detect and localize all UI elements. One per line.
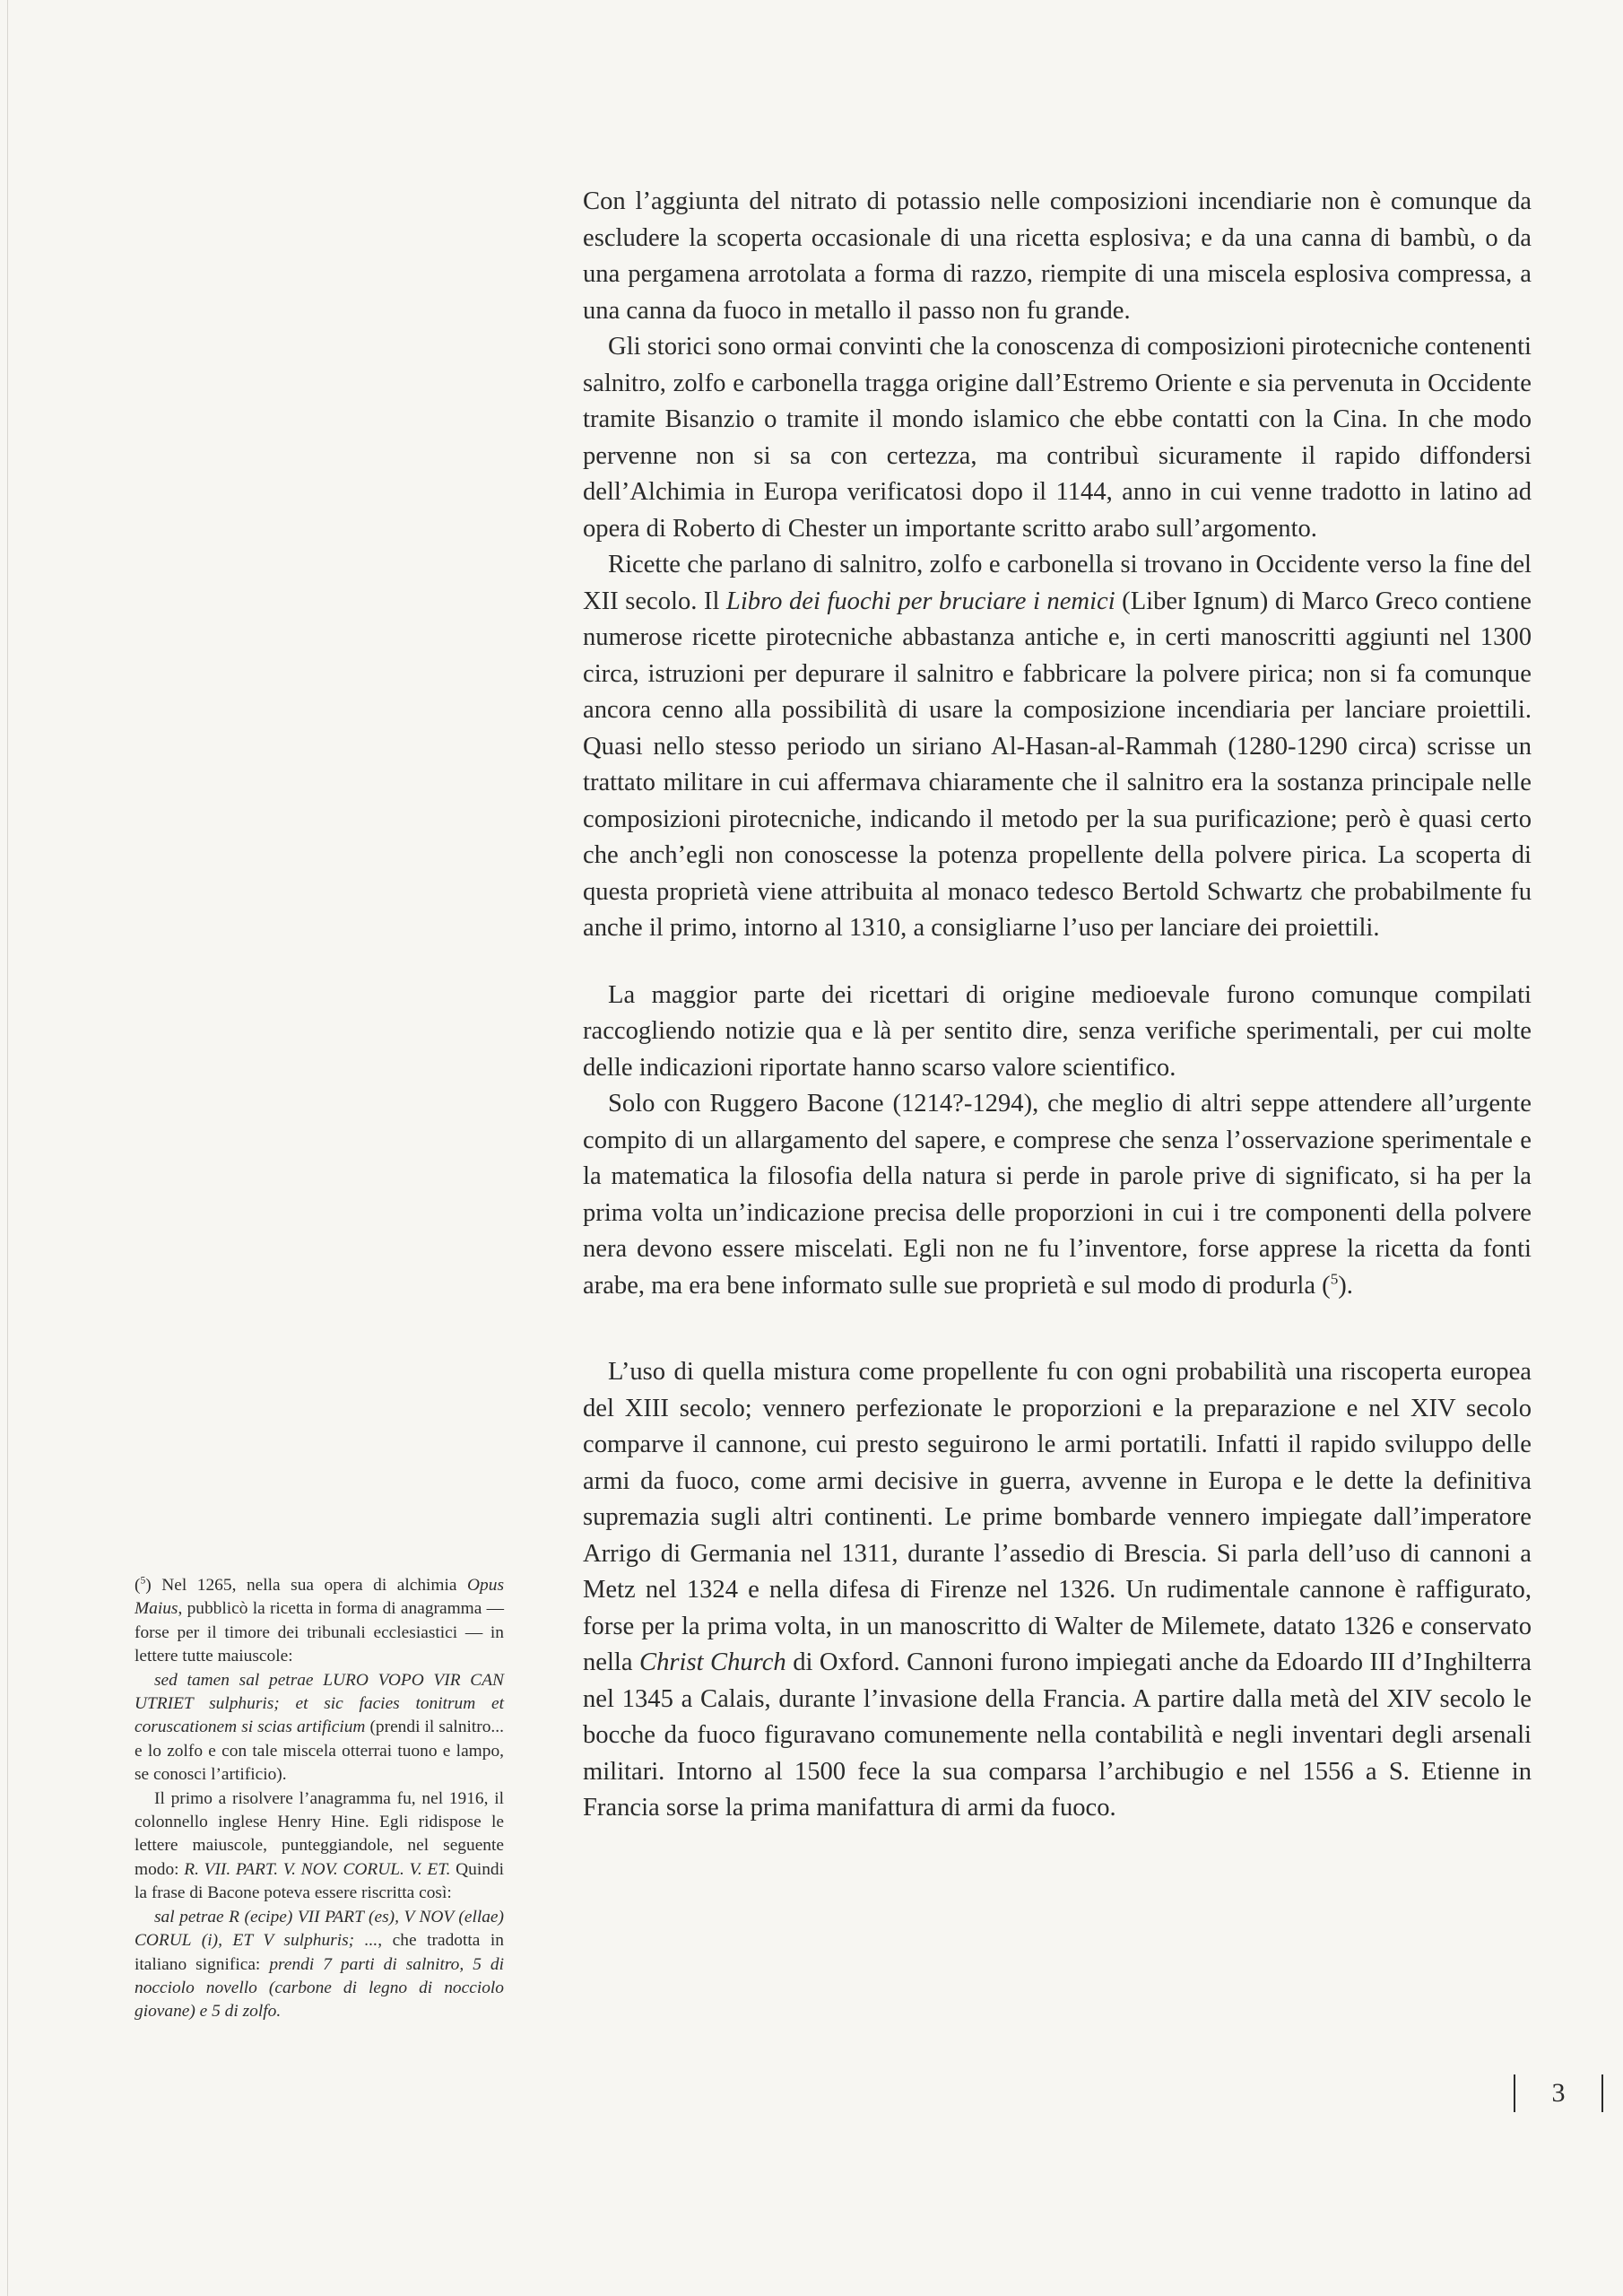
page-number-block [1514, 2072, 1603, 2115]
paragraph-4: La maggior parte dei ricettari di origine medioevale furono comunque compilati raccogliendo notizie qua e là per sentito dire, senza verifiche sperimentali, per cui molte delle indicazioni riportate hanno scarso valore scientifico. [583, 980, 1532, 1082]
paragraph-2: Gli storici sono ormai convinti che la conoscenza di composizioni pirotecniche contenenti salnitro, zolfo e carbonella tragga origine dall’Estremo Oriente e sia pervenuta in Occidente tramite Bisanzio o tramite il mondo islamico che ebbe contatti con la Cina. In che modo pervenne non si sa con certezza, ma contribuì sicuramente il rapido diffondersi dell’Alchimia in Europa verificatosi dopo il 1144, anno in cui venne tradotto in latino ad opera di Roberto di Chester un importante scritto arabo sull’argomento. [583, 333, 1532, 543]
page-edge-line [7, 0, 8, 2296]
footnote-text-hine: Il primo a risolvere l’anagramma fu, nel 1916, il colonnello inglese Henry Hine. Egli ridispose le lettere maiuscole, punteggiandole, nel seguente modo: [135, 1788, 504, 1879]
footnote-paren-open: ( [135, 1576, 141, 1595]
italian-translation: prendi 7 parti di salnitro, 5 di nocciolo novello (carbone di legno di nocciolo giovane) e 5 di zolfo. [135, 1954, 504, 2022]
latin-anagram: sed tamen sal petrae LURO VOPO VIR CAN UTRIET sulphuris; et sic facies tonitrum et coruscationem si scias artificium [135, 1670, 504, 1737]
paragraph-6-text-b: di Oxford. Cannoni furono impiegati anche da Edoardo III d’Inghilterra nel 1345 a Calais, durante l’invasione della Francia. A partire dalla metà del XIV secolo le bocche da fuoco figuravano comunemente nella contabilità e negli inventari degli arsenali militari. Intorno al 1500 fece la sua comparsa l’archibugio e nel 1556 a S. Etienne in Francia sorse la prima manifattura di armi da fuoco. [583, 1648, 1532, 1822]
footnote-block [135, 1574, 504, 2024]
footnote-text-c: Quindi la frase di Bacone poteva essere riscritta così: [135, 1859, 504, 1903]
paragraph-5-text: Solo con Ruggero Bacone (1214?-1294), che meglio di altri seppe attendere all’urgente compito di un allargamento del sapere, e comprese che senza l’osservazione sperimentale e la matematica la filosofia della natura si perde in parole prive di significato, si ha per la prima volta un’indicazione precisa delle proporzioni in cui i tre componenti della polvere nera devono essere miscelati. Egli non ne fu l’inventore, forse apprese la ricetta da fonti arabe, ma era bene informato sulle sue proprietà e sul modo di produrla ( [583, 1090, 1532, 1300]
book-title-libro-dei-fuochi: Libro dei fuochi per bruciare i nemici [725, 587, 1115, 615]
footnote-paragraph-4 [135, 1906, 504, 2024]
page-number-bar-left [1514, 2074, 1515, 2112]
footnote-number: 5 [140, 1574, 146, 1587]
footnote-text-d: , che tradotta in italiano significa: [135, 1931, 505, 1974]
paragraph-3-text-a: Ricette che parlano di salnitro, zolfo e carbonella si trovano in Occidente verso la fine del XII secolo. Il [583, 551, 1532, 615]
footnote-reference: 5 [1330, 1269, 1339, 1287]
paragraph-6 [583, 1354, 1532, 1827]
paragraph-3 [583, 547, 1532, 947]
paragraph-1: Con l’aggiunta del nitrato di potassio nelle composizioni incendiarie non è comunque da escludere la scoperta occasionale di una ricetta esplosiva; e da una canna di bambù, o da una pergamena arrotolata a forma di razzo, riempite di una miscela esplosiva compressa, a una canna da fuoco in metallo il passo non fu grande. [583, 187, 1532, 325]
main-text-column [583, 184, 1532, 1827]
page-number: 3 [1551, 2078, 1566, 2108]
footnote-paragraph-2 [135, 1669, 504, 1787]
paragraph-3-text-b: (Liber Ignum) di Marco Greco contiene numerose ricette pirotecniche abbastanza antiche e, in certi manoscritti aggiunti nel 1300 circa, istruzioni per depurare il salnitro e fabbricare la polvere pirica; non si fa comunque ancora cenno alla possibilità di usare la composizione incendiaria per lanciare proiettili. Quasi nello stesso periodo un siriano Al-Hasan-al-Rammah (1280-1290 circa) scrisse un trattato militare in cui affermava chiaramente che il salnitro era la sostanza principale nelle composizioni pirotecniche, indicando il metodo per la sua purificazione; però è quasi certo che anch’egli non conoscesse la potenza propellente della polvere pirica. La scoperta di questa proprietà viene attribuita al monaco tedesco Bertold Schwartz che probabilmente fu anche il primo, intorno al 1310, a consigliarne l’uso per lanciare dei proiettili. [583, 587, 1532, 942]
footnote-translation-1: (prendi il salnitro... e lo zolfo e con tale miscela otterrai tuono e lampo, se conosci l’artificio). [135, 1718, 504, 1785]
paragraph-5 [583, 1086, 1532, 1304]
footnote-paragraph-1 [135, 1574, 504, 1669]
latin-rewritten: sal petrae R (ecipe) VII PART (es), V NOV (ellae) CORUL (i), ET V sulphuris; ... [135, 1907, 504, 1951]
christ-church-title: Christ Church [639, 1648, 786, 1676]
paragraph-5-end: ). [1338, 1271, 1353, 1300]
footnote-text-a: ) Nel 1265, nella sua opera di alchimia [145, 1576, 468, 1595]
opus-maius-title: Opus Maius [135, 1576, 504, 1619]
page-number-bar-right [1601, 2074, 1603, 2112]
paragraph-6-text-a: L’uso di quella mistura come propellente fu con ogni probabilità una riscoperta europea del XIII secolo; vennero perfezionate le proporzioni e la preparazione e nel XIV secolo comparve il cannone, cui presto seguirono le armi portatili. Infatti il rapido sviluppo delle armi da fuoco, come armi decisive in guerra, avvenne in Europa e le dette la definitiva supremazia sugli altri continenti. Le prime bombarde vennero impiegate dall’imperatore Arrigo di Germania nel 1311, durante l’assedio di Brescia. Si parla dell’uso di cannoni a Metz nel 1324 e nella difesa di Firenze nel 1326. Un rudimentale cannone è raffigurato, forse per la prima volta, in un manoscritto di Walter de Milemete, datato 1326 e conservato nella [583, 1358, 1532, 1676]
footnote-text-b: , pubblicò la ricetta in forma di anagramma — forse per il timore dei tribunali ecclesiastici — in lettere tutte maiuscole: [135, 1599, 504, 1666]
footnote-paragraph-3 [135, 1787, 504, 1906]
hine-solution: R. VII. PART. V. NOV. CORUL. V. ET. [184, 1859, 451, 1879]
